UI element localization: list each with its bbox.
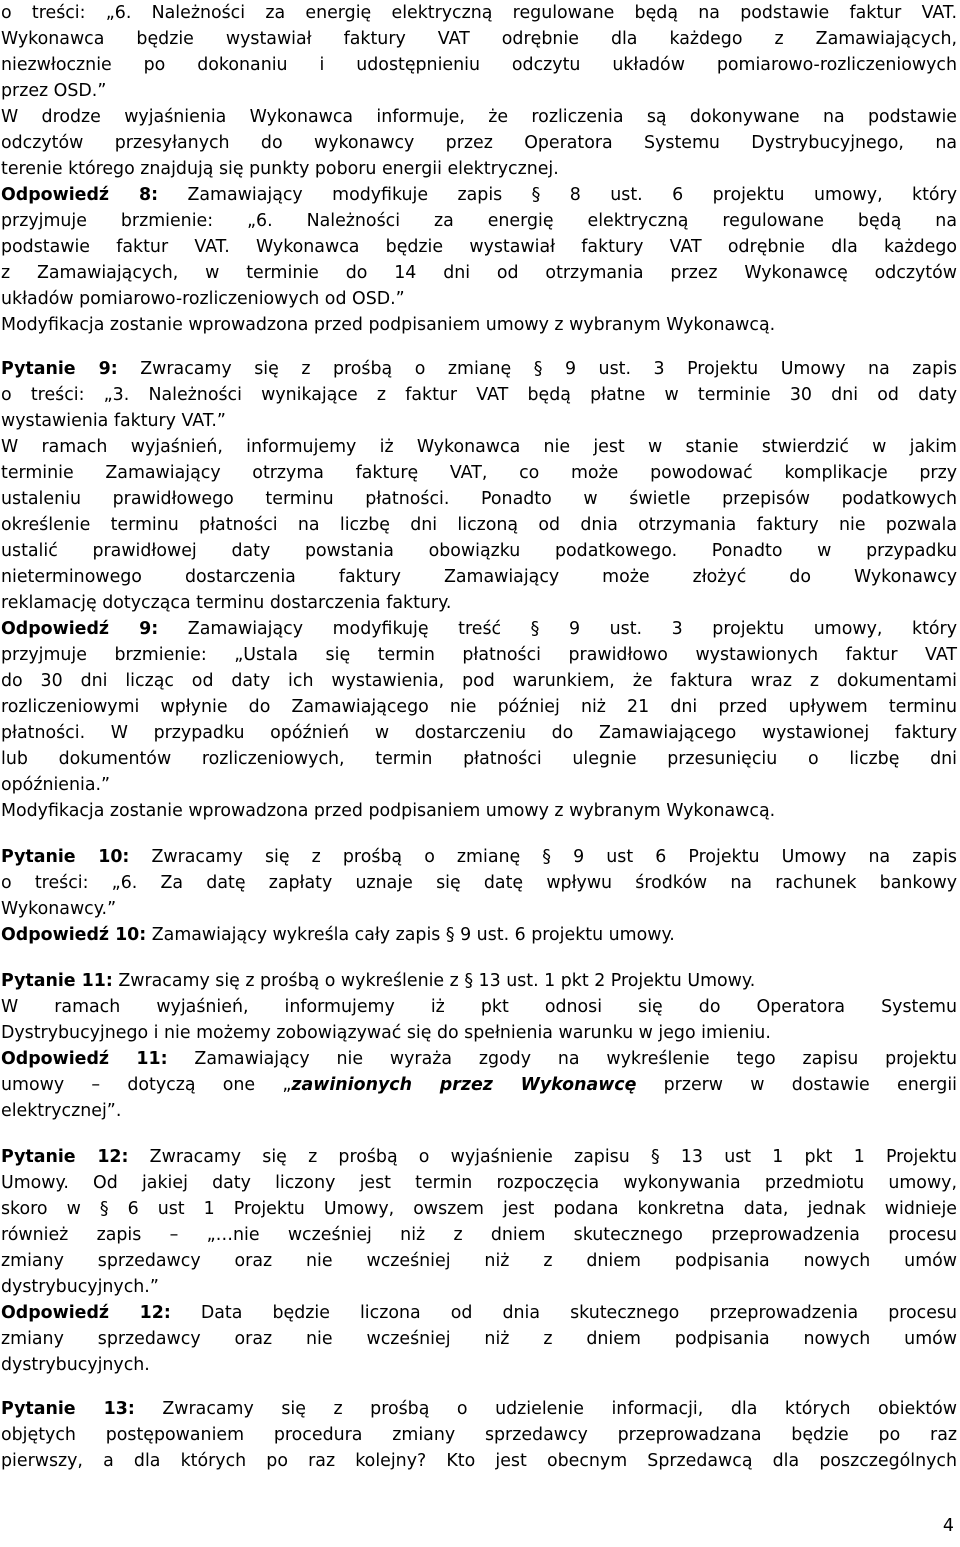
- text-span: Zwracamy się z prośbą o zmianę § 9 ust 6 Projektu Umowy na zapis: [129, 847, 957, 867]
- text-span: Modyfikacja zostanie wprowadzona przed podpisaniem umowy z wybranym Wykonawcą.: [1, 801, 776, 821]
- text-span: W ramach wyjaśnień, informujemy iż Wykonawca nie jest w stanie stwierdzić w jakim: [1, 437, 957, 457]
- text-span: odczytów przesyłanych do wykonawcy przez Operatora Systemu Dystrybucyjnego, na: [1, 133, 957, 153]
- text-span: reklamację dotycząca terminu dostarczenia faktury.: [1, 593, 452, 613]
- text-line: [1, 844, 957, 870]
- text-line: [1, 994, 957, 1020]
- text-line: [1, 772, 957, 798]
- text-line: [1, 1046, 957, 1072]
- text-span: przyjmuje brzmienie: „Ustala się termin płatności prawidłowo wystawionych faktur VAT: [1, 645, 957, 665]
- text-span: do 30 dni licząc od daty ich wystawienia, pod warunkiem, że faktura wraz z dokumentami: [1, 671, 957, 691]
- text-line: [1, 746, 957, 772]
- text-line: [1, 1326, 957, 1352]
- text-span: W ramach wyjaśnień, informujemy iż pkt odnosi się do Operatora Systemu: [1, 997, 957, 1017]
- text-line: [1, 382, 957, 408]
- text-line: [1, 870, 957, 896]
- text-line: [1, 182, 957, 208]
- text-line: [1, 564, 957, 590]
- text-span: Zwracamy się z prośbą o udzielenie informacji, dla których obiektów: [134, 1399, 957, 1419]
- heading-label: Odpowiedź 9:: [1, 619, 159, 639]
- text-line: [1, 1222, 957, 1248]
- text-line: [1, 208, 957, 234]
- heading-label: Odpowiedź 10:: [1, 925, 147, 945]
- text-span: wystawienia faktury VAT.”: [1, 411, 226, 431]
- text-line: [1, 1248, 957, 1274]
- text-span: Dystrybucyjnego i nie możemy zobowiązywać się do spełnienia warunku w jego imieniu.: [1, 1023, 771, 1043]
- text-span: skoro w § 6 ust 1 Projektu Umowy, owszem jest podana konkretna data, jednak widnieje: [1, 1199, 957, 1219]
- text-line: [1, 1352, 957, 1378]
- text-line: [1, 26, 957, 52]
- text-line: [1, 234, 957, 260]
- text-span: zmiany sprzedawcy oraz nie wcześniej niż z dniem podpisania nowych umów: [1, 1329, 957, 1349]
- text-span: podstawie faktur VAT. Wykonawca będzie wystawiał faktury VAT odrębnie dla każdego: [1, 237, 957, 257]
- text-line: [1, 408, 957, 434]
- text-span: nieterminowego dostarczenia faktury Zamawiający może złożyć do Wykonawcy: [1, 567, 957, 587]
- text-span: Zamawiający modyfikuje zapis § 8 ust. 6 projektu umowy, który: [158, 185, 957, 205]
- heading-label: Pytanie 11:: [1, 971, 113, 991]
- text-span: Zamawiający wykreśla cały zapis § 9 ust. 6 projektu umowy.: [146, 925, 675, 945]
- heading-label: Pytanie 12:: [1, 1147, 129, 1167]
- text-span: Umowy. Od jakiej daty liczony jest termin rozpoczęcia wykonywania przedmiotu umowy,: [1, 1173, 957, 1193]
- text-line: [1, 694, 957, 720]
- text-line: [1, 922, 957, 948]
- text-span: przez OSD.”: [1, 81, 107, 101]
- text-span: terenie którego znajdują się punkty poboru energii elektrycznej.: [1, 159, 559, 179]
- text-line: [1, 968, 957, 994]
- text-line: [1, 52, 957, 78]
- text-span: objętych postępowaniem procedura zmiany sprzedawcy przeprowadzana będzie po raz: [1, 1425, 957, 1445]
- text-line: [1, 260, 957, 286]
- text-line: [1, 1422, 957, 1448]
- text-line: [1, 1448, 957, 1474]
- text-line: [1, 1300, 957, 1326]
- text-span: przerw w dostawie energii: [636, 1075, 957, 1095]
- text-span: Zamawiający nie wyraża zgody na wykreślenie tego zapisu projektu: [167, 1049, 957, 1069]
- text-span: Zwracamy się z prośbą o wyjaśnienie zapisu § 13 ust 1 pkt 1 Projektu: [128, 1147, 957, 1167]
- text-span: przyjmuje brzmienie: „6. Należności za energię elektryczną regulowane będą na: [1, 211, 957, 231]
- heading-label: Pytanie 13:: [1, 1399, 135, 1419]
- text-line: [1, 616, 957, 642]
- emphasis-text: zawinionych przez Wykonawcę: [291, 1075, 637, 1095]
- text-line: [1, 312, 957, 338]
- text-line: [1, 286, 957, 312]
- page-number: 4: [942, 1516, 954, 1536]
- text-span: ustalić prawidłowej daty powstania obowiązku podatkowego. Ponadto w przypadku: [1, 541, 957, 561]
- text-line: [1, 1072, 957, 1098]
- text-span: niezwłocznie po dokonaniu i udostępnieniu odczytu układów pomiarowo-rozliczeniowych: [1, 55, 957, 75]
- text-line: [1, 460, 957, 486]
- text-line: [1, 104, 957, 130]
- text-line: [1, 1170, 957, 1196]
- text-line: [1, 896, 957, 922]
- text-span: zmiany sprzedawcy oraz nie wcześniej niż z dniem podpisania nowych umów: [1, 1251, 957, 1271]
- text-line: [1, 642, 957, 668]
- text-span: Zwracamy się z prośbą o wykreślenie z § 13 ust. 1 pkt 2 Projektu Umowy.: [112, 971, 756, 991]
- text-line: [1, 512, 957, 538]
- text-line: [1, 1396, 957, 1422]
- text-span: o treści: „6. Za datę zapłaty uznaje się datę wpływu środków na rachunek bankowy: [1, 873, 957, 893]
- text-span: lub dokumentów rozliczeniowych, termin płatności ulegnie przesunięciu o liczbę dni: [1, 749, 957, 769]
- heading-label: Odpowiedź 11:: [1, 1049, 168, 1069]
- text-span: rozliczeniowymi wpłynie do Zamawiającego nie później niż 21 dni przed upływem terminu: [1, 697, 957, 717]
- text-span: o treści: „3. Należności wynikające z faktur VAT będą płatne w terminie 30 dni od daty: [1, 385, 957, 405]
- text-line: [1, 356, 957, 382]
- text-line: [1, 538, 957, 564]
- heading-label: Pytanie 10:: [1, 847, 130, 867]
- text-line: [1, 1274, 957, 1300]
- text-line: [1, 668, 957, 694]
- text-span: Zamawiający modyfikuję treść § 9 ust. 3 projektu umowy, który: [158, 619, 957, 639]
- text-span: elektrycznej”.: [1, 1101, 122, 1121]
- text-line: [1, 486, 957, 512]
- heading-label: Odpowiedź 8:: [1, 185, 159, 205]
- text-line: [1, 1144, 957, 1170]
- text-line: [1, 1196, 957, 1222]
- text-span: dystrybucyjnych.: [1, 1355, 150, 1375]
- text-span: Zwracamy się z prośbą o zmianę § 9 ust. 3 Projektu Umowy na zapis: [117, 359, 957, 379]
- text-line: [1, 720, 957, 746]
- text-line: [1, 1098, 957, 1124]
- heading-label: Odpowiedź 12:: [1, 1303, 171, 1323]
- text-line: [1, 590, 957, 616]
- text-span: płatności. W przypadku opóźnień w dostarczeniu do Zamawiającego wystawionej faktury: [1, 723, 957, 743]
- text-span: ustaleniu prawidłowego terminu płatności. Ponadto w świetle przepisów podatkowych: [1, 489, 957, 509]
- text-line: [1, 0, 957, 26]
- text-span: opóźnienia.”: [1, 775, 111, 795]
- text-span: pierwszy, a dla których po raz kolejny? Kto jest obecnym Sprzedawcą dla poszczególnych: [1, 1451, 957, 1471]
- text-span: W drodze wyjaśnienia Wykonawca informuje, że rozliczenia są dokonywane na podstawie: [1, 107, 957, 127]
- text-line: [1, 1020, 957, 1046]
- text-span: Data będzie liczona od dnia skutecznego przeprowadzenia procesu: [170, 1303, 957, 1323]
- text-span: również zapis – „…nie wcześniej niż z dniem skutecznego przeprowadzenia procesu: [1, 1225, 957, 1245]
- text-line: [1, 130, 957, 156]
- text-span: z Zamawiających, w terminie do 14 dni od otrzymania przez Wykonawcę odczytów: [1, 263, 957, 283]
- text-span: Wykonawca będzie wystawiał faktury VAT odrębnie dla każdego z Zamawiających,: [1, 29, 957, 49]
- text-line: [1, 798, 957, 824]
- text-line: [1, 156, 957, 182]
- text-span: o treści: „6. Należności za energię elektryczną regulowane będą na podstawie faktur VAT.: [1, 3, 957, 23]
- text-span: terminie Zamawiający otrzyma fakturę VAT, co może powodować komplikacje przy: [1, 463, 957, 483]
- heading-label: Pytanie 9:: [1, 359, 118, 379]
- text-span: umowy – dotyczą one „: [1, 1075, 292, 1095]
- text-span: Modyfikacja zostanie wprowadzona przed podpisaniem umowy z wybranym Wykonawcą.: [1, 315, 776, 335]
- text-span: dystrybucyjnych.”: [1, 1277, 159, 1297]
- text-line: [1, 78, 957, 104]
- text-span: układów pomiarowo-rozliczeniowych od OSD.”: [1, 289, 405, 309]
- text-line: [1, 434, 957, 460]
- text-span: określenie terminu płatności na liczbę dni liczoną od dnia otrzymania faktury nie pozwala: [1, 515, 957, 535]
- text-span: Wykonawcy.”: [1, 899, 117, 919]
